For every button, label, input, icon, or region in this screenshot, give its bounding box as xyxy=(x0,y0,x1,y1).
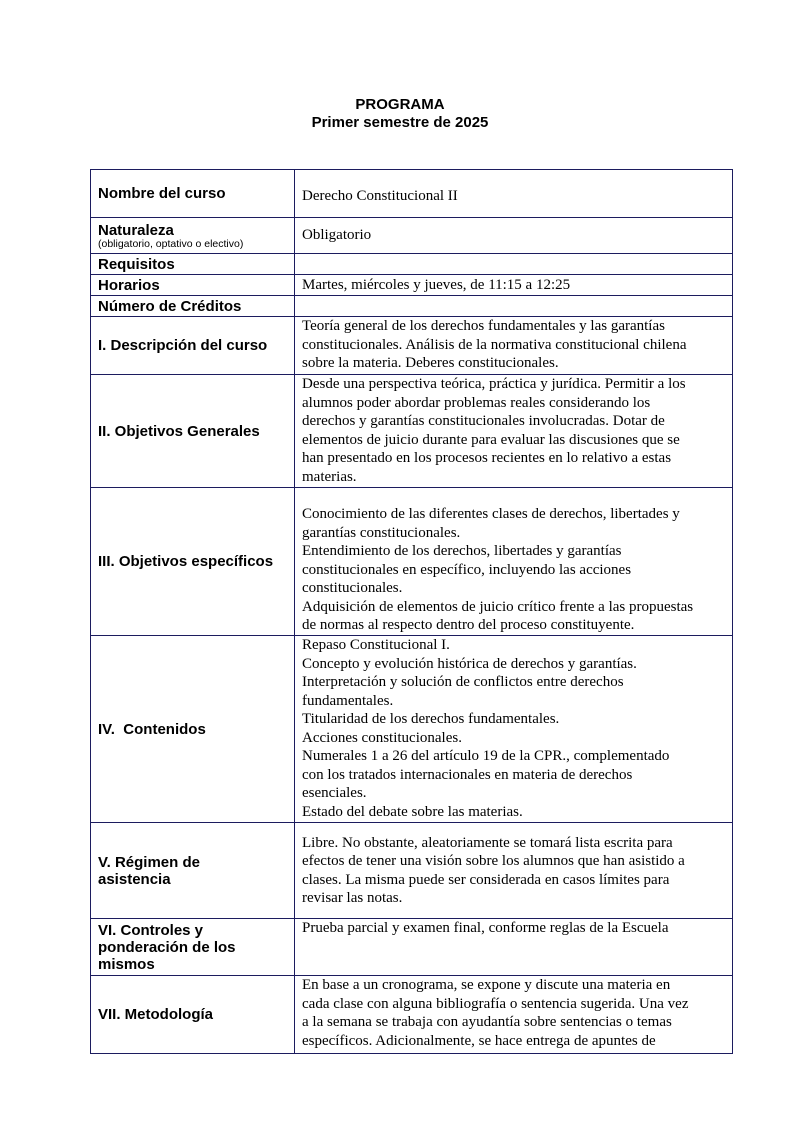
label-naturaleza xyxy=(91,218,295,254)
label-naturaleza-sublabel: (obligatorio, optativo o electivo) xyxy=(98,237,244,250)
value-requisitos xyxy=(295,254,733,275)
program-table xyxy=(90,169,733,1054)
row-controles-y-ponderacion xyxy=(91,919,733,976)
value-objetivos-especificos xyxy=(295,488,733,636)
text-line: Entendimiento de los derechos, libertades y garantías xyxy=(302,543,622,559)
text-line: Desde una perspectiva teórica, práctica y jurídica. Permitir a los xyxy=(302,376,686,392)
row-horarios xyxy=(91,275,733,296)
text-line: sobre la materia. Deberes constitucionales. xyxy=(302,355,559,371)
row-numero-de-creditos xyxy=(91,296,733,317)
label-contenidos: IV. Contenidos xyxy=(91,636,295,823)
text-line: Titularidad de los derechos fundamentales. xyxy=(302,711,560,727)
value-numero-de-creditos xyxy=(295,296,733,317)
text-line: clases. La misma puede ser considerada en casos límites para xyxy=(302,871,670,888)
row-objetivos-generales xyxy=(91,375,733,488)
value-metodologia xyxy=(295,976,733,1054)
text-line: constitucionales en específico, incluyendo las acciones xyxy=(302,561,632,578)
text-line: Acciones constitucionales. xyxy=(302,729,462,746)
text-line: alumnos poder abordar problemas reales considerando los xyxy=(302,394,651,411)
value-objetivos-generales xyxy=(295,375,733,488)
text-line: efectos de tener una visión sobre los alumnos que han asistido a xyxy=(302,853,685,869)
row-objetivos-especificos xyxy=(91,488,733,636)
text-line: materias. xyxy=(302,468,357,485)
label-regimen-de-asistencia xyxy=(91,823,295,919)
row-regimen-de-asistencia xyxy=(91,823,733,919)
text-line: garantías constitucionales. xyxy=(302,524,461,541)
label-objetivos-especificos: III. Objetivos específicos xyxy=(91,488,295,636)
label-line: asistencia xyxy=(98,870,171,888)
text-line: revisar las notas. xyxy=(302,890,403,906)
label-numero-de-creditos: Número de Créditos xyxy=(91,296,295,317)
value-descripcion-del-curso xyxy=(295,317,733,375)
value-nombre-del-curso: Derecho Constitucional II xyxy=(295,170,733,218)
text-line: Concepto y evolución histórica de derechos y garantías. xyxy=(302,655,637,672)
document-title: PROGRAMA xyxy=(355,96,445,113)
text-line: derechos y garantías constitucionales involucradas. Dotar de xyxy=(302,413,665,429)
text-line: fundamentales. xyxy=(302,692,394,709)
row-requisitos xyxy=(91,254,733,275)
value-horarios: Martes, miércoles y jueves, de 11:15 a 12:25 xyxy=(295,275,733,296)
text-line: han presentado en los procesos recientes en lo relativo a estas xyxy=(302,450,672,466)
text-line: específicos. Adicionalmente, se hace entrega de apuntes de xyxy=(302,1032,656,1049)
text-line: Numerales 1 a 26 del artículo 19 de la CPR., complementado xyxy=(302,748,670,764)
label-metodologia: VII. Metodología xyxy=(91,976,295,1054)
text-line: Teoría general de los derechos fundamentales y las garantías xyxy=(302,318,665,334)
text-line: de normas al respecto dentro del proceso constituyente. xyxy=(302,617,635,633)
text-line: cada clase con alguna bibliografía o sentencia sugerida. Una vez xyxy=(302,995,689,1012)
label-nombre-del-curso: Nombre del curso xyxy=(91,170,295,218)
text-line: a la semana se trabaja con ayudantía sobre sentencias o temas xyxy=(302,1014,672,1030)
text-line: constitucionales. xyxy=(302,580,403,596)
text-line: Conocimiento de las diferentes clases de derechos, libertades y xyxy=(302,506,680,522)
label-line: ponderación de los xyxy=(98,938,236,956)
label-objetivos-generales: II. Objetivos Generales xyxy=(91,375,295,488)
row-metodologia xyxy=(91,976,733,1054)
label-requisitos: Requisitos xyxy=(91,254,295,275)
text-line: con los tratados internacionales en materia de derechos xyxy=(302,766,633,783)
label-descripcion-del-curso: I. Descripción del curso xyxy=(91,317,295,375)
text-line: Repaso Constitucional I. xyxy=(302,637,450,653)
label-naturaleza-text: Naturaleza xyxy=(98,221,174,239)
label-horarios: Horarios xyxy=(91,275,295,296)
value-controles-y-ponderacion: Prueba parcial y examen final, conforme reglas de la Escuela xyxy=(295,919,733,976)
value-naturaleza: Obligatorio xyxy=(295,218,733,254)
text-line: En base a un cronograma, se expone y discute una materia en xyxy=(302,977,671,993)
text-line: Estado del debate sobre las materias. xyxy=(302,803,523,820)
row-naturaleza xyxy=(91,218,733,254)
row-nombre-del-curso xyxy=(91,170,733,218)
label-line: V. Régimen de xyxy=(98,853,200,871)
text-line: elementos de juicio durante para evaluar las discusiones que se xyxy=(302,431,680,448)
label-line: VI. Controles y xyxy=(98,921,204,939)
text-line: Libre. No obstante, aleatoriamente se tomará lista escrita para xyxy=(302,834,673,851)
label-line: mismos xyxy=(98,955,155,973)
text-line: Interpretación y solución de conflictos entre derechos xyxy=(302,674,624,690)
value-contenidos xyxy=(295,636,733,823)
document-subtitle: Primer semestre de 2025 xyxy=(311,114,489,131)
text-line: Adquisición de elementos de juicio crítico frente a las propuestas xyxy=(302,598,694,615)
text-line: constitucionales. Análisis de la normativa constitucional chilena xyxy=(302,336,687,353)
row-descripcion-del-curso xyxy=(91,317,733,375)
text-line: esenciales. xyxy=(302,785,367,801)
value-regimen-de-asistencia xyxy=(295,823,733,919)
row-contenidos xyxy=(91,636,733,823)
label-controles-y-ponderacion xyxy=(91,919,295,976)
